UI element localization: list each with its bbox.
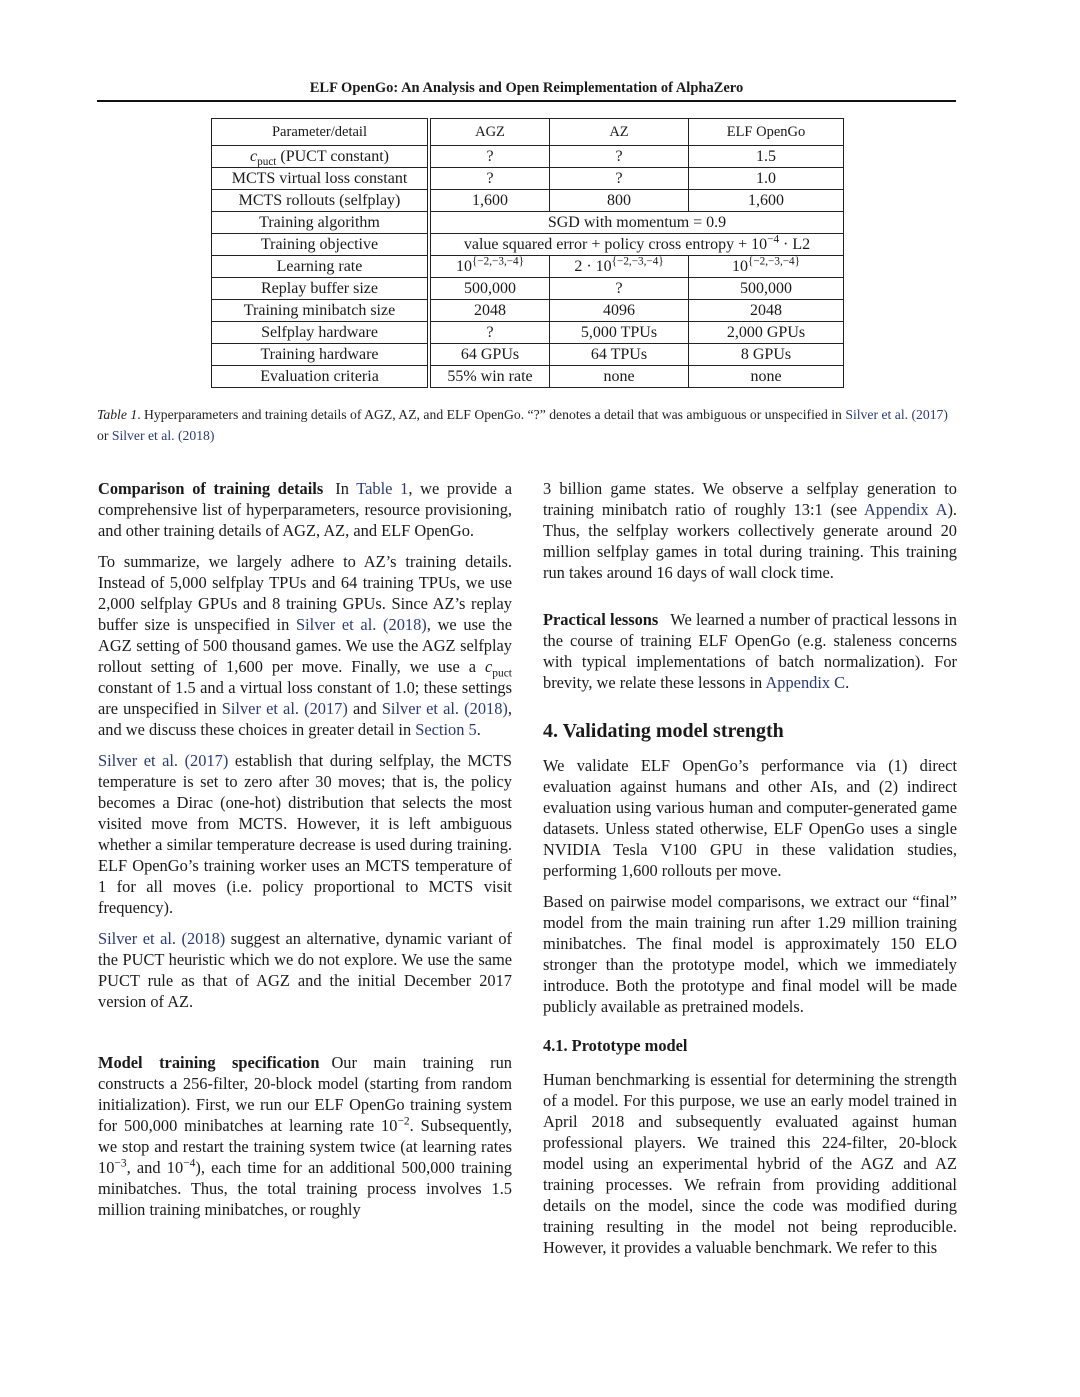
row-label: MCTS rollouts (selfplay) [212, 190, 430, 212]
cell-az: 5,000 TPUs [550, 322, 689, 344]
cell-merged: SGD with momentum = 0.9 [429, 212, 844, 234]
col-header-elf: ELF OpenGo [689, 119, 844, 146]
subsection-heading: 4.1. Prototype model [543, 1036, 688, 1055]
cell-agz: 500,000 [429, 278, 550, 300]
cell-agz: $10^{\{-2,-3,-4\}}$ [429, 256, 550, 278]
table-row [212, 300, 844, 322]
cell-agz: ? [429, 322, 550, 344]
table-row [212, 278, 844, 300]
row-label: Evaluation criteria [212, 366, 430, 388]
paragraph-model-spec: Model training specification Our main training run constructs a 256-filter, 20-block model (starting from random initialization). First, we run our ELF OpenGo training system for 500,000 minibatches at learning rate $10^{-2}$. Subsequently, we stop and restart the training system twice (at learning rates $10^{-3}$, and $10^{-4}$), each time for an additional 500,000 training minibatches. Thus, the total training process involves 1.5 million training minibatches, or roughly [98, 1053, 513, 1219]
header-rule [97, 100, 956, 102]
table-row [212, 234, 844, 256]
cell-az: ? [550, 146, 689, 168]
hyperparameter-table [211, 118, 844, 388]
paragraph-prototype: Human benchmarking is essential for determining the strength of a model. For this purpose, we use an early model trained in April 2018 and subsequently evaluated against human professional players. We trained this 224-filter, 20-block model using an experimental hybrid of the AGZ and AZ training processes. We refrain from providing additional details on the model, since the code was modified during training resulting in the model not being reproducible. However, it provides a valuable benchmark. We refer to this [543, 1070, 957, 1257]
paragraph-continuation: 3 billion game states. We observe a selfplay generation to training minibatch ratio of roughly 13:1 (see Appendix A). Thus, the selfplay workers collectively generate around 20 million selfplay games in total during training. This training run takes around 16 days of wall clock time. [543, 479, 957, 582]
cell-az: none [550, 366, 689, 388]
table-row [212, 168, 844, 190]
cell-elf: 1.5 [689, 146, 844, 168]
appendix-link[interactable]: Appendix C [765, 673, 846, 692]
citation-link[interactable]: Silver et al. (2018) [381, 699, 508, 718]
table-header-row [212, 119, 844, 146]
cell-elf: 2048 [689, 300, 844, 322]
citation-link[interactable]: Silver et al. (2018) [111, 428, 215, 443]
row-label: Learning rate [212, 256, 430, 278]
paragraph-practical: Practical lessons We learned a number of practical lessons in the course of training ELF OpenGo (e.g. staleness concerns with typical implementations of batch normalization). For brevity, we relate these lessons in Appendix C. [543, 610, 958, 692]
cell-az: ? [550, 278, 689, 300]
col-header-parameter: Parameter/detail [212, 119, 430, 146]
right-column [543, 478, 957, 1268]
section-ref-link[interactable]: Section 5 [415, 720, 477, 739]
table-row [212, 212, 844, 234]
cell-az: $2 \cdot 10^{\{-2,-3,-4\}}$ [550, 256, 689, 278]
citation-link[interactable]: Silver et al. (2017) [845, 407, 948, 422]
caption-label: Table 1 [97, 407, 138, 422]
citation-link[interactable]: Silver et al. (2018) [98, 929, 226, 948]
cell-az: 64 TPUs [550, 344, 689, 366]
table-row [212, 190, 844, 212]
col-header-agz: AGZ [429, 119, 550, 146]
cell-elf: $10^{\{-2,-3,-4\}}$ [689, 256, 844, 278]
col-header-az: AZ [550, 119, 689, 146]
table-row [212, 256, 844, 278]
running-title: ELF OpenGo: An Analysis and Open Reimplementation of AlphaZero [309, 80, 744, 96]
cell-agz: 1,600 [429, 190, 550, 212]
runin-heading: Practical lessons [543, 610, 659, 629]
left-column [98, 478, 512, 1230]
cell-agz: 2048 [429, 300, 550, 322]
cell-az: ? [550, 168, 689, 190]
paragraph-comparison: Comparison of training details In Table 1, we provide a comprehensive list of hyperparameters, resource provisioning, and other training details of AGZ, AZ, and ELF OpenGo. [98, 479, 512, 540]
cell-az: 800 [550, 190, 689, 212]
cell-agz: ? [429, 168, 550, 190]
cell-agz: 64 GPUs [429, 344, 550, 366]
paragraph-validate: We validate ELF OpenGo’s performance via (1) direct evaluation against humans and other AIs, and (2) indirect evaluation using various human and computer-generated game datasets. Unless stated otherwise, ELF OpenGo uses a single NVIDIA Tesla V100 GPU in these validation studies, performing 1,600 rollouts per move. [543, 756, 957, 880]
cell-elf: 1.0 [689, 168, 844, 190]
cell-elf: 1,600 [689, 190, 844, 212]
row-label: $c_{puct}$ (PUCT constant) [212, 146, 430, 168]
row-label: Training objective [212, 234, 430, 256]
row-label: Training hardware [212, 344, 430, 366]
runin-heading: Comparison of training details [98, 479, 324, 498]
cell-elf: 8 GPUs [689, 344, 844, 366]
row-label: MCTS virtual loss constant [212, 168, 430, 190]
paragraph-final-model: Based on pairwise model comparisons, we extract our “final” model from the main training run after 1.29 million training minibatches. The final model is approximately 150 ELO stronger than the prototype model, which we immediately introduce. Both the prototype and final model will be made publicly available as pretrained models. [543, 892, 957, 1016]
section-heading: 4. Validating model strength [543, 720, 784, 742]
paragraph-temperature: Silver et al. (2017) establish that during selfplay, the MCTS temperature is set to zero after 30 moves; that is, the policy becomes a Dirac (one-hot) distribution that selects the most visited move from MCTS. However, it is left ambiguous whether a similar temperature decrease is used during training. ELF OpenGo’s training worker uses an MCTS temperature of 1 for all moves (i.e. policy proportional to MCTS visit frequency). [98, 751, 512, 917]
row-label: Replay buffer size [212, 278, 430, 300]
appendix-link[interactable]: Appendix A [863, 500, 948, 519]
row-label: Training minibatch size [212, 300, 430, 322]
cell-agz: 55% win rate [429, 366, 550, 388]
citation-link[interactable]: Silver et al. (2017) [221, 699, 348, 718]
cell-agz: ? [429, 146, 550, 168]
runin-heading: Model training specification [98, 1053, 320, 1072]
cell-elf: none [689, 366, 844, 388]
paragraph-summary: To summarize, we largely adhere to AZ’s training details. Instead of 5,000 selfplay TPUs and 64 training TPUs, we use 2,000 selfplay GPUs and 8 training GPUs. Since AZ’s replay buffer size is unspecified in Silver et al. (2018), we use the AGZ setting of 500 thousand games. We use the AGZ selfplay rollout setting of 1,600 per move. Finally, we use a $c_{puct}$ constant of 1.5 and a virtual loss constant of 1.0; these settings are unspecified in Silver et al. (2017) and Silver et al. (2018), and we discuss these choices in greater detail in Section 5. [98, 552, 512, 739]
table-ref-link[interactable]: Table 1 [356, 479, 409, 498]
cell-elf: 500,000 [689, 278, 844, 300]
table-caption: Table 1. Hyperparameters and training details of AGZ, AZ, and ELF OpenGo. “?” denotes a detail that was ambiguous or unspecified in Silver et al. (2017) or Silver et al. (2018) [97, 407, 948, 443]
table-row [212, 322, 844, 344]
paragraph-puct: Silver et al. (2018) suggest an alternative, dynamic variant of the PUCT heuristic which we do not explore. We use the same PUCT rule as that of AGZ and the initial December 2017 version of AZ. [98, 929, 512, 1011]
row-label: Training algorithm [212, 212, 430, 234]
table-row [212, 366, 844, 388]
citation-link[interactable]: Silver et al. (2018) [296, 615, 427, 634]
cell-az: 4096 [550, 300, 689, 322]
table-row [212, 146, 844, 168]
row-label: Selfplay hardware [212, 322, 430, 344]
citation-link[interactable]: Silver et al. (2017) [98, 751, 229, 770]
table-row [212, 344, 844, 366]
cell-elf: 2,000 GPUs [689, 322, 844, 344]
cell-merged: value squared error + policy cross entropy + $10^{-4} \cdot L2$ [429, 234, 844, 256]
